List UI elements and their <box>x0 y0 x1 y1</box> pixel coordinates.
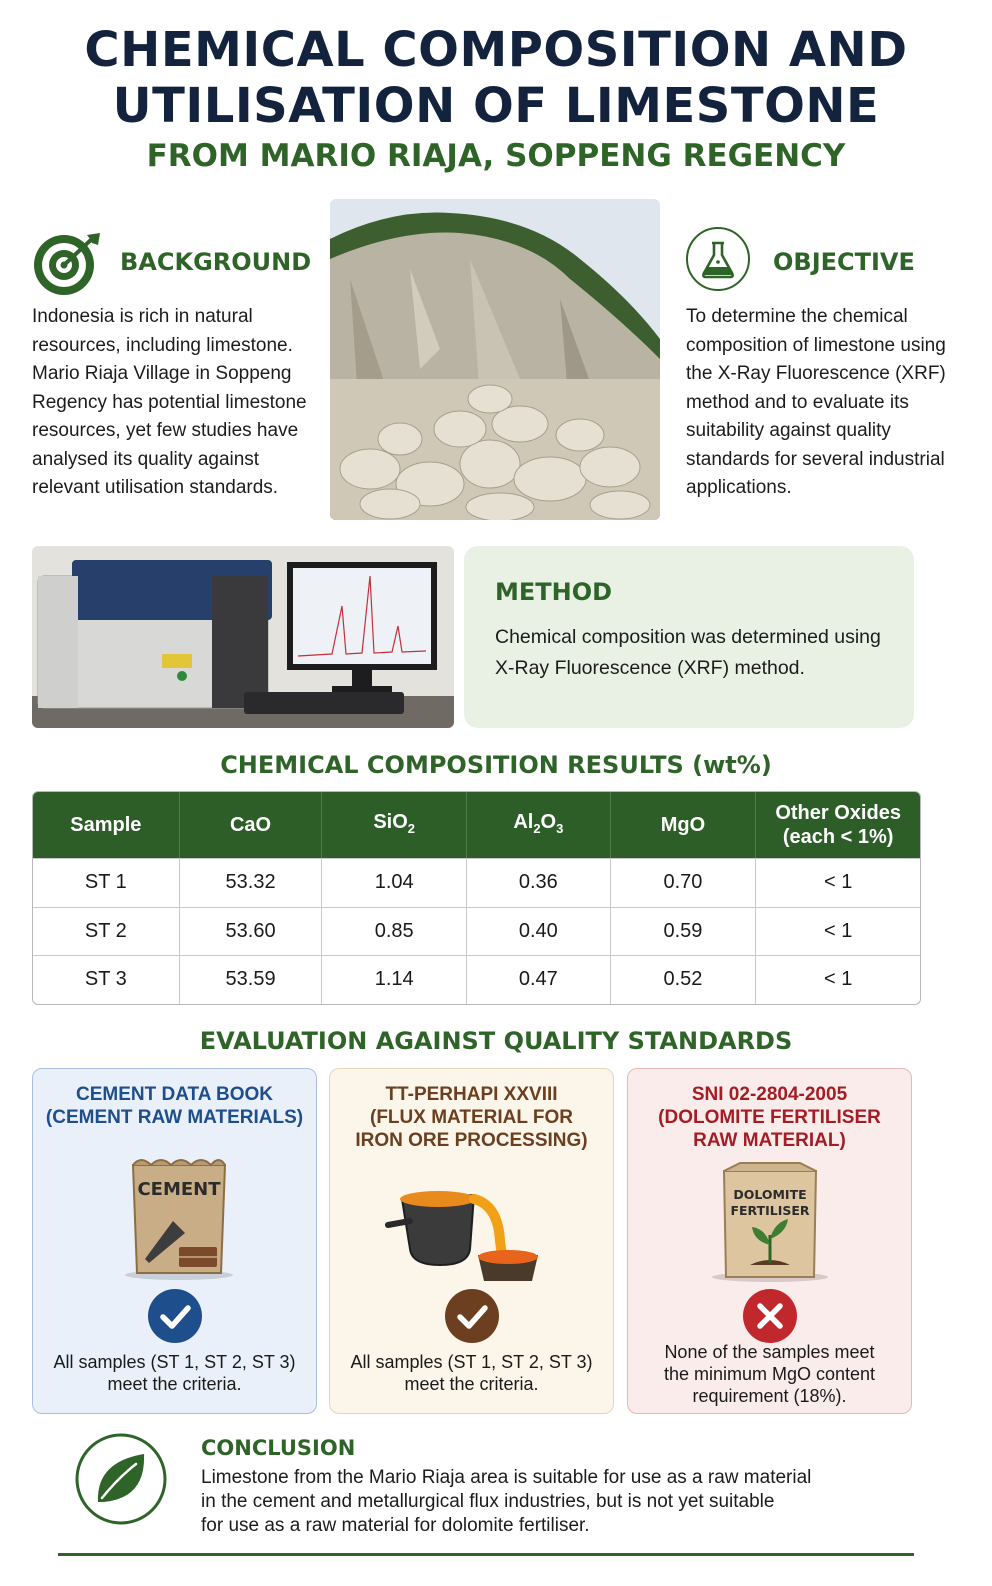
cell-sample: ST 1 <box>33 858 180 907</box>
dolomite-standard-card <box>627 1068 912 1414</box>
card-result: All samples (ST 1, ST 2, ST 3) meet the criteria. <box>53 1352 296 1394</box>
cell-cao: 53.32 <box>180 858 323 907</box>
card-title: CEMENT DATA BOOK (CEMENT RAW MATERIALS) <box>45 1084 304 1128</box>
card-result: All samples (ST 1, ST 2, ST 3) meet the criteria. <box>350 1352 593 1394</box>
check-icon <box>445 1289 499 1343</box>
cell-sio2: 1.14 <box>322 955 467 1004</box>
cross-icon <box>743 1289 797 1343</box>
cell-mgo: 0.52 <box>611 955 757 1004</box>
flask-icon <box>686 227 750 291</box>
cell-sample: ST 2 <box>33 907 180 956</box>
cell-sample: ST 3 <box>33 955 180 1004</box>
fertiliser-bag-icon <box>710 1161 830 1288</box>
background-heading: BACKGROUND <box>120 248 312 276</box>
method-text: Chemical composition was determined using X-Ray Fluorescence (XRF) method. <box>495 626 881 679</box>
header-cao: CaO <box>180 792 323 858</box>
objective-text: To determine the chemical composition of limestone using the X-Ray Fluorescence (XRF) method and to evaluate its suitability against quality standards for several industrial applications. <box>686 306 946 498</box>
table-row <box>33 955 920 1004</box>
card-result: None of the samples meet the minimum MgO content requirement (18%). <box>663 1342 876 1406</box>
cell-other: < 1 <box>756 858 920 907</box>
card-title: TT-PERHAPI XXVIII (FLUX MATERIAL FOR IRON ORE PROCESSING) <box>355 1084 588 1151</box>
limestone-quarry-image <box>330 199 660 520</box>
flux-standard-card <box>329 1068 614 1414</box>
results-title: CHEMICAL COMPOSITION RESULTS (wt%) <box>220 751 772 779</box>
header-other-oxides: Other Oxides (each < 1%) <box>756 792 920 858</box>
cell-other: < 1 <box>756 907 920 956</box>
molten-iron-ladle-icon <box>382 1185 552 1290</box>
cell-al2o3: 0.36 <box>467 858 611 907</box>
objective-heading: OBJECTIVE <box>773 248 915 276</box>
conclusion-text: Limestone from the Mario Riaja area is suitable for use as a raw material in the cement and metallurgical flux industries, but is not yet suitable for use as a raw material for dolomite fertiliser. <box>201 1467 812 1536</box>
xrf-instrument-image <box>32 546 454 728</box>
cell-al2o3: 0.47 <box>467 955 611 1004</box>
check-icon <box>148 1289 202 1343</box>
cell-cao: 53.60 <box>180 907 323 956</box>
cell-cao: 53.59 <box>180 955 323 1004</box>
cell-other: < 1 <box>756 955 920 1004</box>
table-row <box>33 907 920 956</box>
cell-mgo: 0.59 <box>611 907 757 956</box>
title-line-1: CHEMICAL COMPOSITION AND <box>84 22 908 78</box>
header-al2o3: $Al_2O_3$ <box>467 792 611 858</box>
table-row <box>33 858 920 907</box>
cell-al2o3: 0.40 <box>467 907 611 956</box>
target-icon <box>32 231 96 295</box>
results-table <box>32 791 921 1005</box>
cell-mgo: 0.70 <box>611 858 757 907</box>
header-sio2: SiO$_2$ <box>322 792 467 858</box>
cell-sio2: 0.85 <box>322 907 467 956</box>
method-panel <box>464 546 914 728</box>
background-text: Indonesia is rich in natural resources, including limestone. Mario Riaja Village in Soppeng Regency has potential limestone resources, yet few studies have analysed its quality against relevant utilisation standards. <box>32 306 307 498</box>
cement-bag-label: CEMENT <box>137 1179 221 1200</box>
page-title <box>0 22 992 134</box>
header-mgo: MgO <box>611 792 757 858</box>
cement-standard-card <box>32 1068 317 1414</box>
cell-sio2: 1.04 <box>322 858 467 907</box>
table-header-row <box>33 792 920 858</box>
conclusion-heading: CONCLUSION <box>201 1436 356 1460</box>
card-title: SNI 02-2804-2005 (DOLOMITE FERTILISER RAW MATERIAL) <box>658 1084 881 1151</box>
cement-bag-icon <box>121 1151 237 1286</box>
leaf-icon <box>74 1432 168 1526</box>
page-subtitle: FROM MARIO RIAJA, SOPPENG REGENCY <box>146 138 846 174</box>
header-sample: Sample <box>33 792 180 858</box>
title-line-2: UTILISATION OF LIMESTONE <box>112 78 880 134</box>
fertiliser-bag-label: DOLOMITE FERTILISER <box>730 1187 810 1218</box>
evaluation-title: EVALUATION AGAINST QUALITY STANDARDS <box>199 1027 793 1055</box>
method-heading: METHOD <box>495 578 613 606</box>
bottom-divider <box>58 1553 914 1556</box>
